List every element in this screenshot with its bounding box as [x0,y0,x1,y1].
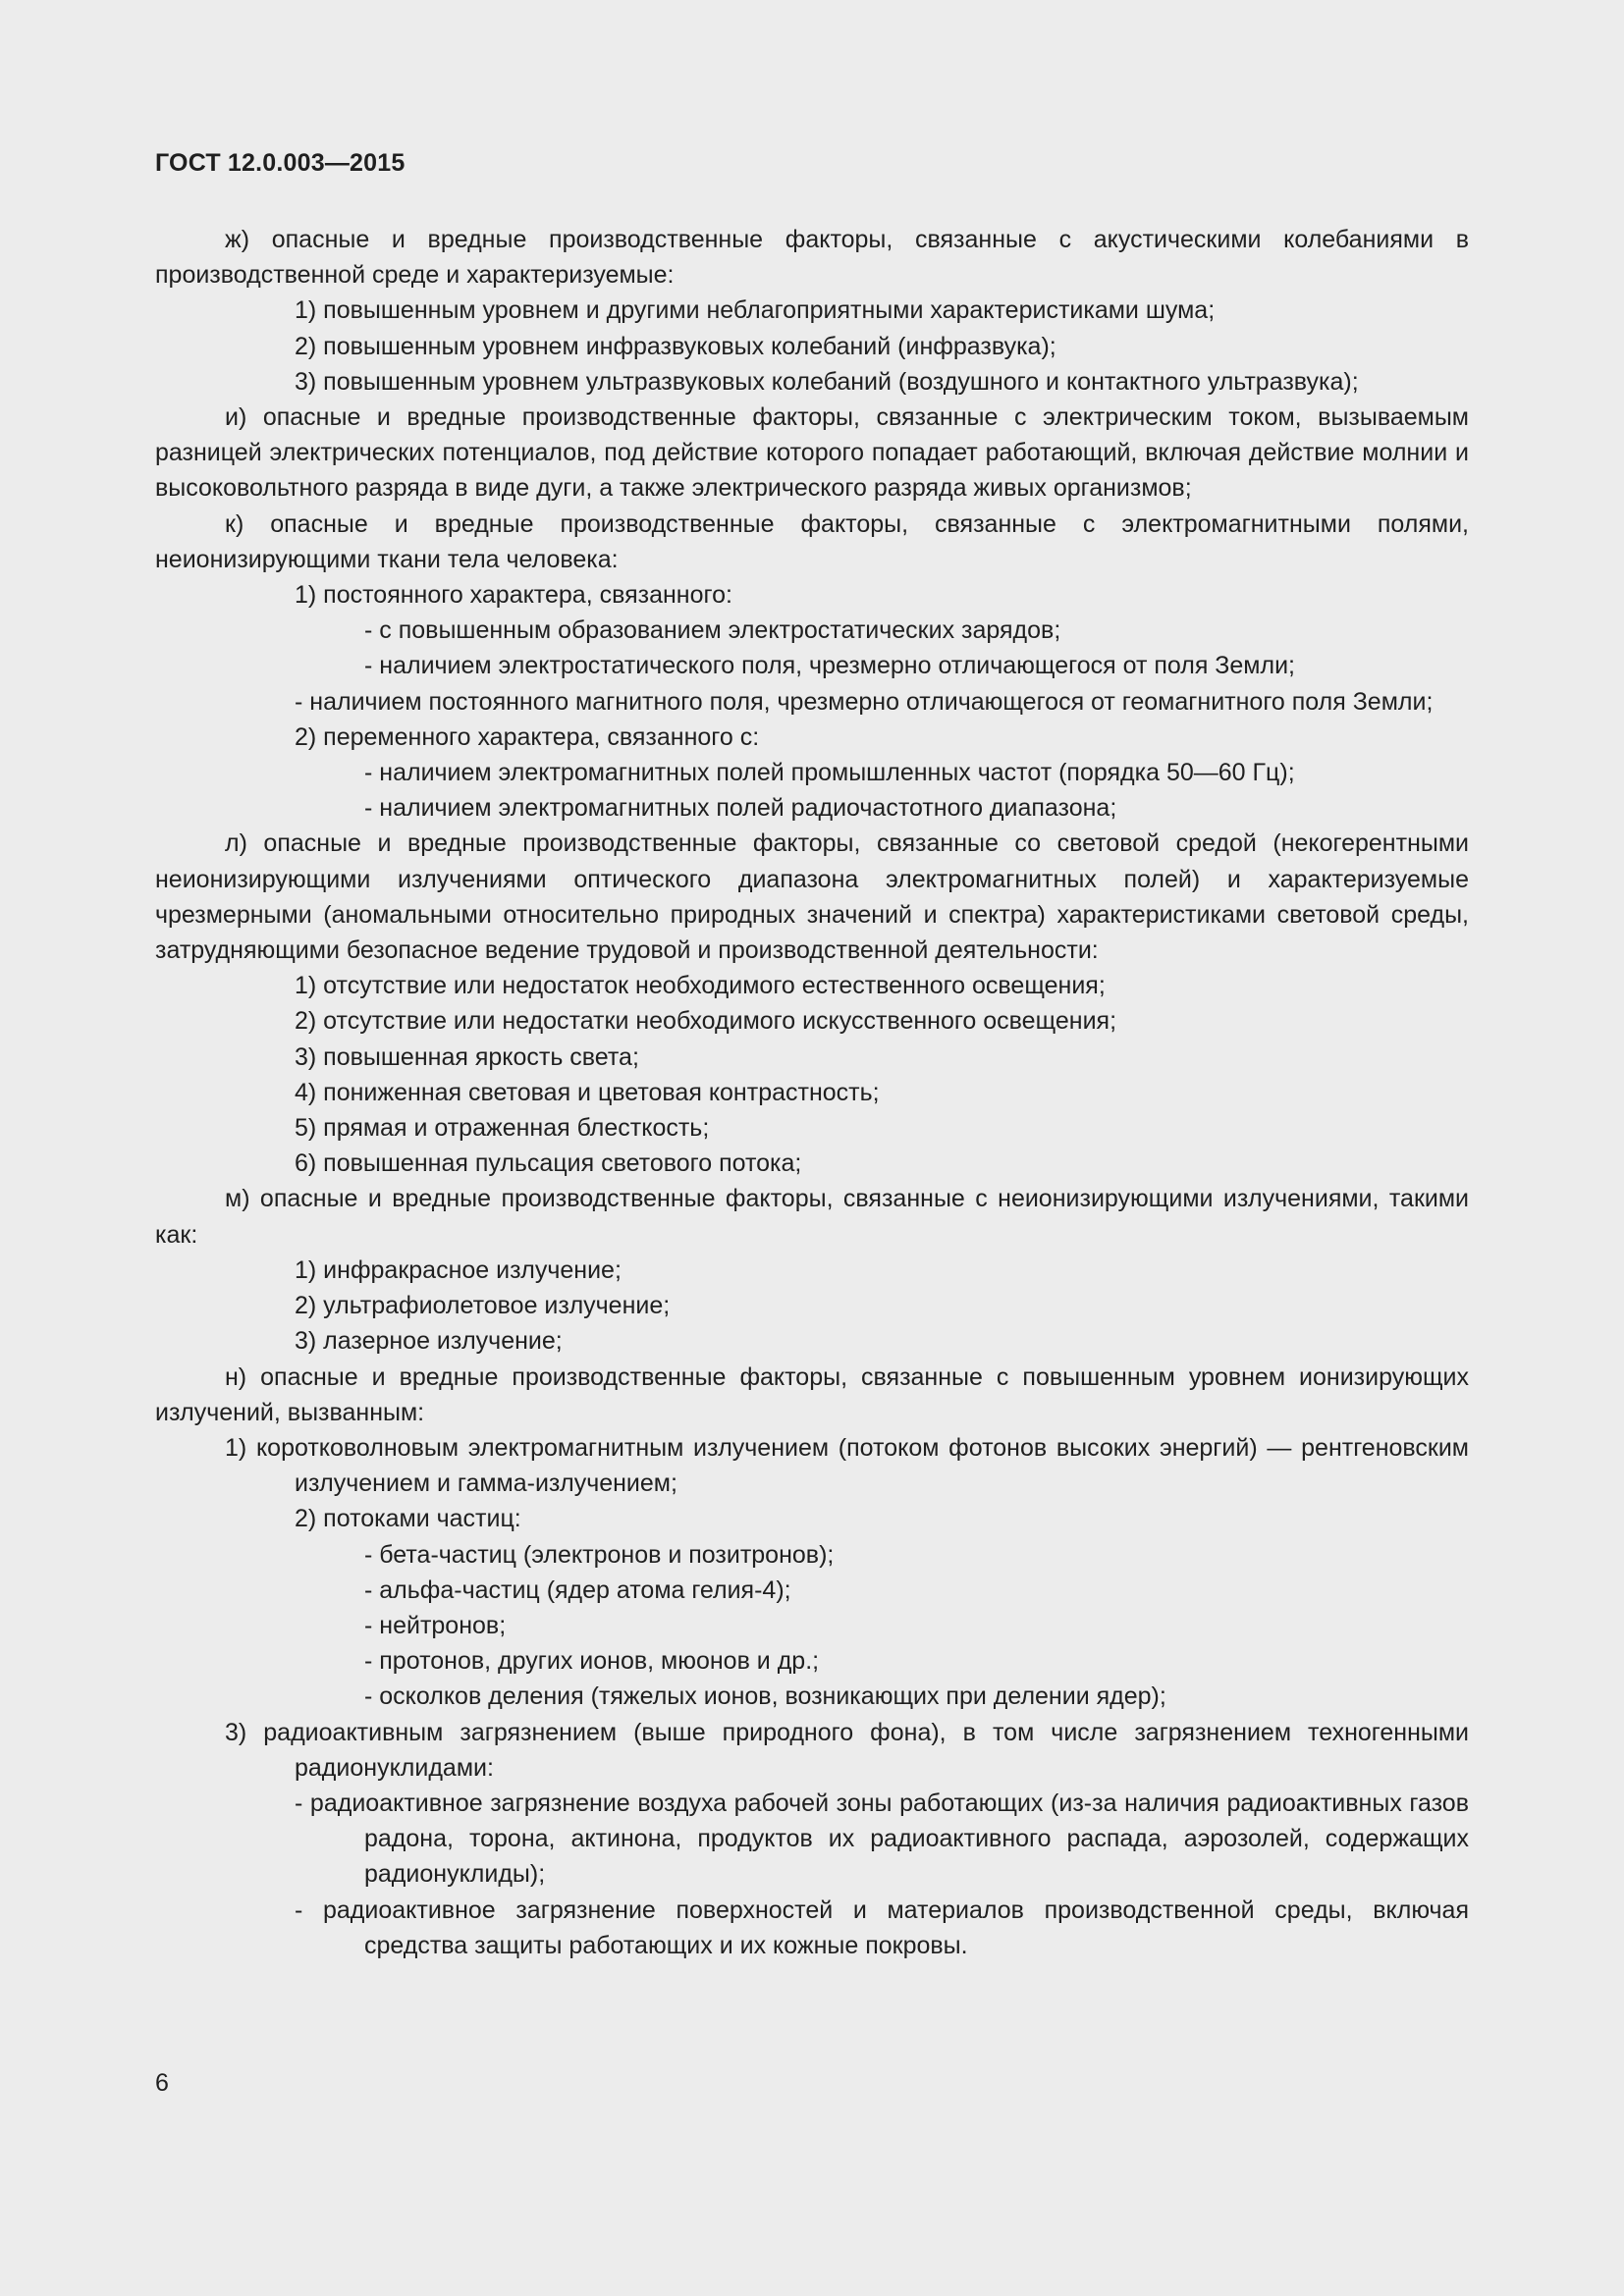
paragraph-m: м) опасные и вредные производственные факторы, связанные с неионизирующими излучениями, такими как: [155,1185,1469,1249]
paragraph-zh: ж) опасные и вредные производственные факторы, связанные с акустическими колебаниями в производственной среде и характеризуемые: [155,226,1469,290]
paragraph-k: к) опасные и вредные производственные факторы, связанные с электромагнитными полями, неионизирующими ткани тела человека: [155,509,1469,573]
paragraph-n: н) опасные и вредные производственные факторы, связанные с повышенным уровнем ионизирующих излучений, вызванным: [155,1362,1469,1426]
sub-list-item: - нейтронов; [364,1611,507,1639]
list-item: 3) повышенным уровнем ультразвуковых колебаний (воздушного и контактного ультразвука); [295,367,1359,396]
sub-list-item: - протонов, других ионов, мюонов и др.; [364,1647,820,1676]
sub-list-item: - альфа-частиц (ядер атома гелия-4); [364,1575,791,1604]
sub-list-item: - наличием электростатического поля, чрезмерно отличающегося от поля Земли; [364,652,1295,680]
list-item: 1) инфракрасное излучение; [295,1255,622,1284]
list-item: 1) коротковолновым электромагнитным излучением (потоком фотонов высоких энергий) — рентгеновским излучением и гамма-излучением; [225,1433,1469,1498]
list-item: 1) отсутствие или недостаток необходимого естественного освещения; [295,972,1106,1000]
list-item: 2) ультрафиолетовое излучение; [295,1292,671,1320]
paragraph-i: и) опасные и вредные производственные факторы, связанные с электрическим током, вызываемым разницей электрических потенциалов, под действие которого попадает работающий, включая действие молнии и высоковольтного разряда в виде дуги, а также электрического разряда живых организмов; [155,403,1469,503]
list-item: 1) повышенным уровнем и другими неблагоприятными характеристиками шума; [295,296,1216,325]
list-item: 6) повышенная пульсация светового потока; [295,1149,802,1178]
sub-list-item: - радиоактивное загрязнение воздуха рабочей зоны работающих (из-за наличия радиоактивных газов радона, торона, актинона, продуктов их радиоактивного распада, аэрозолей, содержащих радионуклиды); [295,1789,1469,1889]
paragraph-l: л) опасные и вредные производственные факторы, связанные со световой средой (некогерентными неионизирующими излучениями оптического диапазона электромагнитных полей) и характеризуемые чрезмерными (аномальными относительно природных значений и спектра) характеристиками световой среды, затрудняющими безопасное ведение трудовой и производственной деятельности: [155,829,1469,965]
page-number: 6 [155,2069,169,2097]
sub-list-item: - наличием электромагнитных полей радиочастотного диапазона; [364,794,1117,823]
list-item: 3) радиоактивным загрязнением (выше природного фона), в том числе загрязнением техногенными радионуклидами: [225,1718,1469,1782]
sub-list-item: - радиоактивное загрязнение поверхностей и материалов производственной среды, включая средства защиты работающих и их кожные покровы. [295,1896,1469,1959]
list-item: 2) повышенным уровнем инфразвуковых колебаний (инфразвука); [295,332,1056,360]
list-item: 1) постоянного характера, связанного: [295,581,732,610]
document-header: ГОСТ 12.0.003—2015 [155,149,406,177]
list-item: 5) прямая и отраженная блесткость; [295,1114,710,1143]
sub-list-item: - бета-частиц (электронов и позитронов); [364,1540,835,1569]
list-item: 2) отсутствие или недостатки необходимого искусственного освещения; [295,1007,1117,1036]
sub-list-item: - осколков деления (тяжелых ионов, возникающих при делении ядер); [364,1682,1166,1711]
list-item: 3) лазерное излучение; [295,1327,563,1356]
sub-list-item: - наличием электромагнитных полей промышленных частот (порядка 50—60 Гц); [364,759,1295,787]
sub-list-item: - с повышенным образованием электростатических зарядов; [364,616,1061,645]
list-item: 2) потоками частиц: [295,1505,521,1533]
list-item: 4) пониженная световая и цветовая контрастность; [295,1078,880,1106]
list-item: 2) переменного характера, связанного с: [295,722,760,751]
sub-list-item: - наличием постоянного магнитного поля, чрезмерно отличающегося от геомагнитного поля Земли; [295,687,1434,716]
document-body [155,222,1469,1963]
list-item: 3) повышенная яркость света; [295,1042,639,1071]
